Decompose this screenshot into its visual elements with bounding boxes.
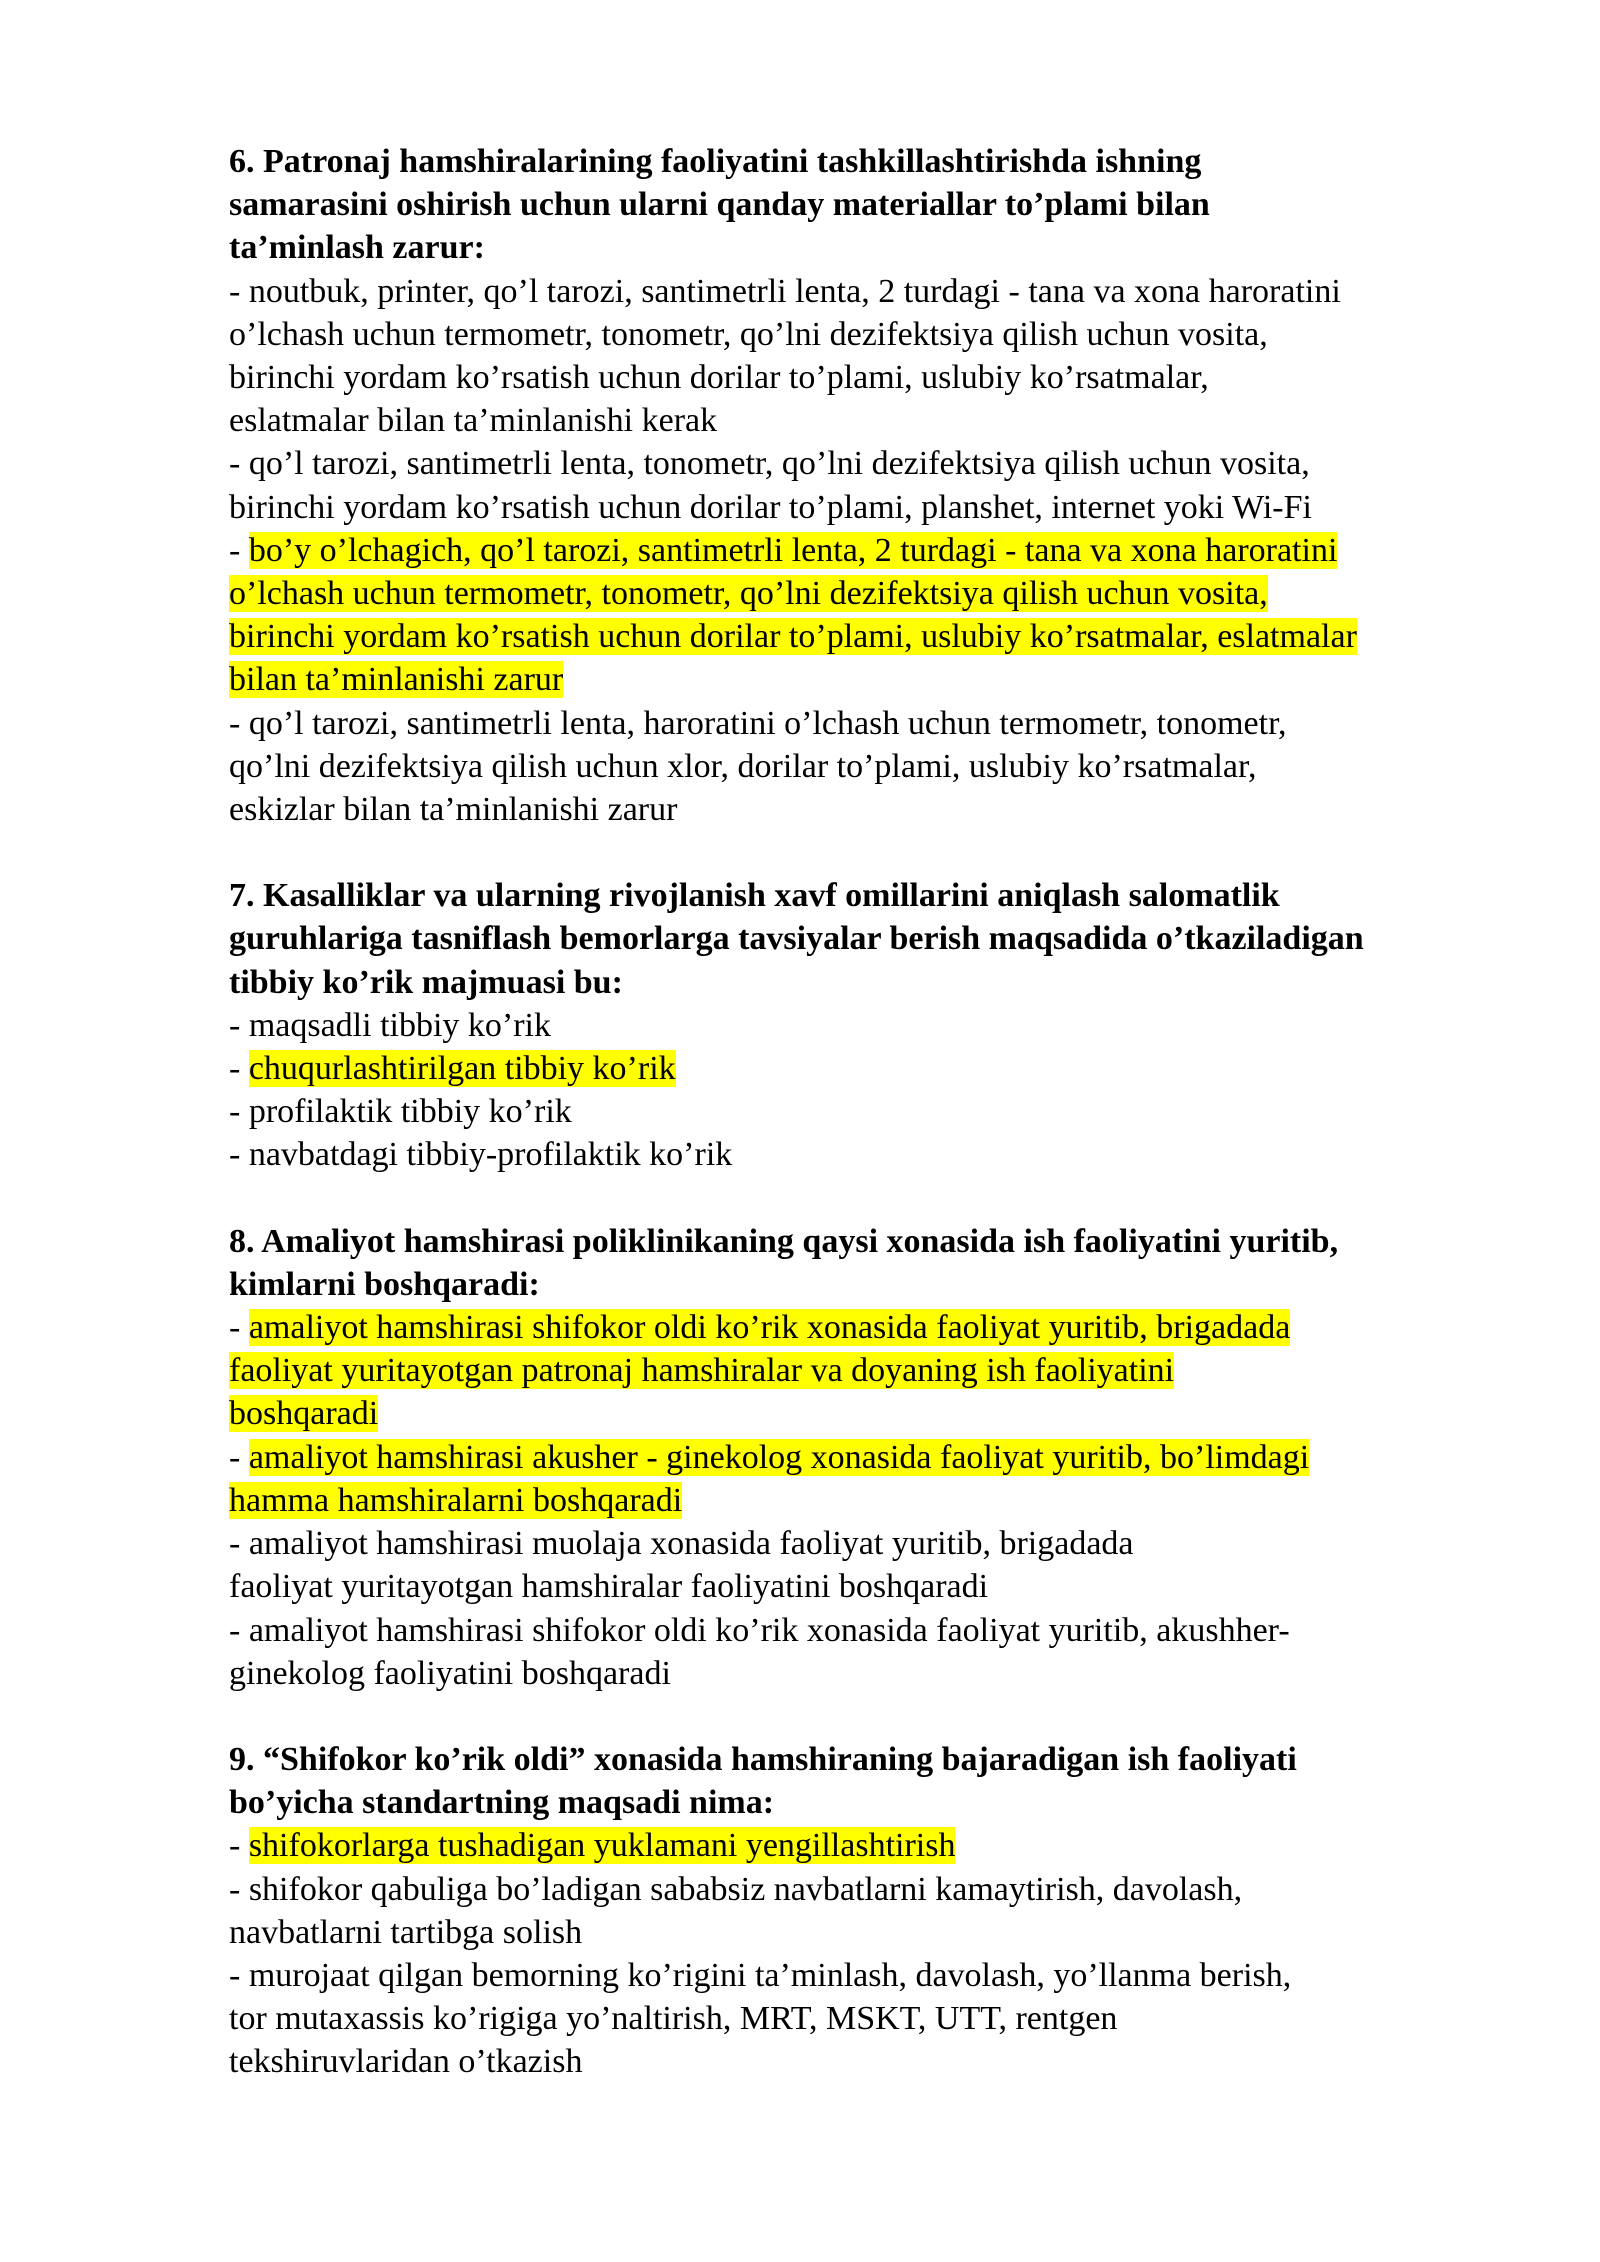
answer-option-7b-highlighted: - chuqurlashtirilgan tibbiy ko’rik: [229, 1050, 676, 1088]
option-line: faoliyat yuritayotgan hamshiralar faoliyatini boshqaradi: [229, 1568, 989, 1606]
title-line: 8. Amaliyot hamshirasi poliklinikaning qaysi xonasida ish faoliyatini yuritib,: [229, 1222, 1339, 1260]
option-line: navbatlarni tartibga solish: [229, 1913, 583, 1951]
question-7: [229, 874, 1529, 1176]
title-line: ta’minlash zarur:: [229, 229, 485, 267]
highlighted-answer-line: boshqaradi: [229, 1395, 379, 1433]
option-line: - noutbuk, printer, qo’l tarozi, santimetrli lenta, 2 turdagi - tana va xona haroratini: [229, 272, 1341, 310]
title-line: 7. Kasalliklar va ularning rivojlanish xavf omillarini aniqlash salomatlik: [229, 877, 1280, 915]
title-line: tibbiy ko’rik majmuasi bu:: [229, 963, 623, 1001]
option-line: birinchi yordam ko’rsatish uchun dorilar to’plami, uslubiy ko’rsatmalar,: [229, 359, 1209, 397]
highlighted-answer-line: chuqurlashtirilgan tibbiy ko’rik: [248, 1050, 676, 1088]
option-line: - profilaktik tibbiy ko’rik: [229, 1093, 572, 1131]
question-6: [229, 140, 1529, 831]
answer-option-6a: [229, 270, 1529, 443]
answer-option-6d: [229, 702, 1529, 832]
highlighted-answer-line: faoliyat yuritayotgan patronaj hamshiralar va doyaning ish faoliyatini: [229, 1352, 1175, 1390]
option-line: - shifokor qabuliga bo’ladigan sababsiz navbatlarni kamaytirish, davolash,: [229, 1870, 1243, 1908]
option-line: ginekolog faoliyatini boshqaradi: [229, 1654, 671, 1692]
answer-option-8b-highlighted: - amaliyot hamshirasi akusher - ginekolog xonasida faoliyat yuritib, bo’limdagi hamma hamshiralarni boshqaradi: [229, 1438, 1310, 1519]
question-9-title: [229, 1738, 1529, 1824]
option-line: - maqsadli tibbiy ko’rik: [229, 1006, 552, 1044]
option-line: - qo’l tarozi, santimetrli lenta, tonometr, qo’lni dezifektsiya qilish uchun vosita,: [229, 445, 1310, 483]
title-line: guruhlariga tasniflash bemorlarga tavsiyalar berish maqsadida o’tkaziladigan: [229, 920, 1364, 958]
question-9: [229, 1738, 1529, 2084]
option-line: tor mutaxassis ko’rigiga yo’naltirish, MRT, MSKT, UTT, rentgen: [229, 2000, 1118, 2038]
option-line: qo’lni dezifektsiya qilish uchun xlor, dorilar to’plami, uslubiy ko’rsatmalar,: [229, 747, 1257, 785]
highlighted-answer-line: bo’y o’lchagich, qo’l tarozi, santimetrli lenta, 2 turdagi - tana va xona haroratini: [248, 531, 1338, 569]
highlighted-answer-line: o’lchash uchun termometr, tonometr, qo’lni dezifektsiya qilish uchun vosita,: [229, 575, 1268, 613]
title-line: samarasini oshirish uchun ularni qanday materiallar to’plami bilan: [229, 186, 1210, 224]
question-8: [229, 1220, 1529, 1695]
title-line: 6. Patronaj hamshiralarining faoliyatini tashkillashtirishda ishning: [229, 143, 1202, 180]
answer-option-9b: [229, 1868, 1529, 1954]
highlighted-answer-line: bilan ta’minlanishi zarur: [229, 661, 564, 699]
highlighted-answer-line: birinchi yordam ko’rsatish uchun dorilar to’plami, uslubiy ko’rsatmalar, eslatmalar: [229, 618, 1357, 656]
highlighted-answer-line: amaliyot hamshirasi akusher - ginekolog xonasida faoliyat yuritib, bo’limdagi: [248, 1438, 1310, 1476]
option-line: - qo’l tarozi, santimetrli lenta, haroratini o’lchash uchun termometr, tonometr,: [229, 704, 1287, 742]
option-line: - amaliyot hamshirasi muolaja xonasida faoliyat yuritib, brigadada: [229, 1525, 1134, 1563]
title-line: bo’yicha standartning maqsadi nima:: [229, 1784, 775, 1822]
answer-option-7c: [229, 1090, 1529, 1133]
option-line: birinchi yordam ko’rsatish uchun dorilar to’plami, planshet, internet yoki Wi-Fi: [229, 488, 1312, 526]
answer-option-8c: [229, 1522, 1529, 1608]
question-7-title: [229, 874, 1529, 1004]
answer-option-7d: [229, 1133, 1529, 1176]
question-8-title: [229, 1220, 1529, 1306]
document-page: [229, 140, 1529, 2127]
option-line: - amaliyot hamshirasi shifokor oldi ko’rik xonasida faoliyat yuritib, akushher-: [229, 1611, 1290, 1649]
option-line: eslatmalar bilan ta’minlanishi kerak: [229, 402, 718, 440]
answer-option-9a-highlighted: - shifokorlarga tushadigan yuklamani yengillashtirish: [229, 1827, 956, 1865]
highlighted-answer-line: amaliyot hamshirasi shifokor oldi ko’rik xonasida faoliyat yuritib, brigadada: [248, 1309, 1291, 1347]
answer-option-6c-highlighted: - bo’y o’lchagich, qo’l tarozi, santimetrli lenta, 2 turdagi - tana va xona haroratini o’lchash uchun termometr, tonometr, qo’lni dezifektsiya qilish uchun vosita, birinchi yordam ko’rsatish uchun dorilar to’plami, uslubiy ko’rsatmalar, eslatmalar bilan ta’minlanishi zarur: [229, 531, 1357, 699]
question-6-title: [229, 140, 1529, 270]
option-line: - murojaat qilgan bemorning ko’rigini ta’minlash, davolash, yo’llanma berish,: [229, 1956, 1292, 1994]
title-line: 9. “Shifokor ko’rik oldi” xonasida hamshiraning bajaradigan ish faoliyati: [229, 1740, 1297, 1778]
highlighted-answer-line: shifokorlarga tushadigan yuklamani yengillashtirish: [248, 1827, 956, 1865]
option-line: eskizlar bilan ta’minlanishi zarur: [229, 791, 678, 829]
title-line: kimlarni boshqaradi:: [229, 1265, 540, 1303]
option-line: tekshiruvlaridan o’tkazish: [229, 2043, 583, 2081]
answer-option-9c: [229, 1954, 1529, 2084]
answer-option-8a-highlighted: - amaliyot hamshirasi shifokor oldi ko’rik xonasida faoliyat yuritib, brigadada faoliyat yuritayotgan patronaj hamshiralar va doyaning ish faoliyatini boshqaradi: [229, 1309, 1291, 1433]
highlighted-answer-line: hamma hamshiralarni boshqaradi: [229, 1481, 683, 1519]
answer-option-7a: [229, 1004, 1529, 1047]
option-line: - navbatdagi tibbiy-profilaktik ko’rik: [229, 1136, 733, 1174]
answer-option-8d: [229, 1609, 1529, 1695]
answer-option-6b: [229, 442, 1529, 528]
option-line: o’lchash uchun termometr, tonometr, qo’lni dezifektsiya qilish uchun vosita,: [229, 315, 1268, 353]
